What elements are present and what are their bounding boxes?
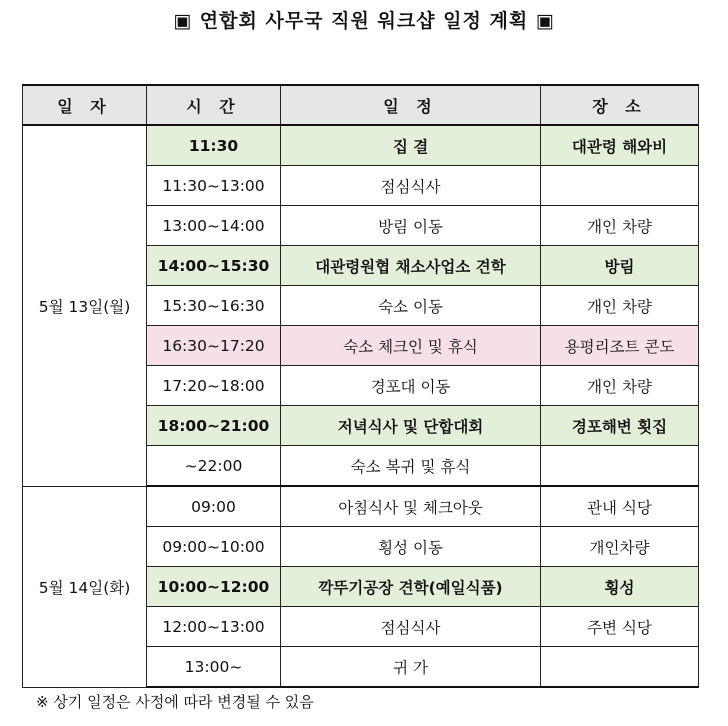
event-cell-text: 숙소 복귀 및 휴식 xyxy=(350,457,471,476)
event-cell xyxy=(281,125,541,166)
time-cell xyxy=(147,246,281,286)
event-cell xyxy=(281,366,541,406)
place-cell xyxy=(541,366,699,406)
place-cell xyxy=(541,286,699,326)
header-event: 일 정 xyxy=(281,85,541,125)
place-cell-text: 경포해변 횟집 xyxy=(571,417,668,436)
place-cell xyxy=(541,567,699,607)
time-cell-text: 11:30 xyxy=(188,136,239,155)
event-cell-text: 아침식사 및 체크아웃 xyxy=(338,498,483,517)
event-cell-text: 경포대 이동 xyxy=(370,377,451,396)
event-cell-text: 저녁식사 및 단합대회 xyxy=(337,417,484,436)
event-cell-text: 대관령원협 채소사업소 견학 xyxy=(315,257,506,276)
event-cell-text: 점심식사 xyxy=(380,618,441,637)
event-cell-text: 숙소 체크인 및 휴식 xyxy=(343,337,478,356)
date-cell: 5월 13일(월) xyxy=(23,125,147,486)
schedule-body xyxy=(23,125,699,687)
place-cell xyxy=(541,326,699,366)
event-cell xyxy=(281,567,541,607)
page-title: ▣ 연합회 사무국 직원 워크샵 일정 계획 ▣ xyxy=(173,10,555,32)
event-cell xyxy=(281,527,541,567)
footnote: ※ 상기 일정은 사정에 따라 변경될 수 있음 xyxy=(36,693,314,711)
time-cell xyxy=(147,527,281,567)
date-cell: 5월 14일(화) xyxy=(23,486,147,687)
time-cell-text: 13:00~14:00 xyxy=(162,216,265,235)
place-cell-text: 개인 차량 xyxy=(587,217,652,236)
event-cell-text: 깍뚜기공장 견학(예일식품) xyxy=(318,578,503,597)
time-cell-text: 11:30~13:00 xyxy=(162,176,265,195)
time-cell-text: 09:00~10:00 xyxy=(162,537,265,556)
time-cell-text: 10:00~12:00 xyxy=(157,577,270,596)
time-cell xyxy=(147,647,281,688)
time-cell-text: 16:30~17:20 xyxy=(162,336,265,355)
event-cell-text: 숙소 이동 xyxy=(378,297,443,316)
table-row xyxy=(23,486,699,527)
place-cell xyxy=(541,246,699,286)
place-cell-text: 용평리조트 콘도 xyxy=(564,337,675,356)
place-cell xyxy=(541,647,699,688)
time-cell xyxy=(147,166,281,206)
place-cell-text: 방림 xyxy=(604,257,635,276)
time-cell xyxy=(147,446,281,487)
place-cell-text: 대관령 해와비 xyxy=(571,137,668,156)
time-cell xyxy=(147,206,281,246)
event-cell xyxy=(281,607,541,647)
place-cell xyxy=(541,527,699,567)
place-cell-text: 횡성 xyxy=(604,578,635,597)
time-cell xyxy=(147,567,281,607)
time-cell-text: 14:00~15:30 xyxy=(157,256,270,275)
event-cell xyxy=(281,286,541,326)
event-cell xyxy=(281,647,541,688)
time-cell xyxy=(147,486,281,527)
place-cell xyxy=(541,125,699,166)
place-cell xyxy=(541,446,699,487)
time-cell xyxy=(147,125,281,166)
event-cell xyxy=(281,166,541,206)
place-cell xyxy=(541,166,699,206)
header-place: 장 소 xyxy=(541,85,699,125)
place-cell-text: 주변 식당 xyxy=(587,618,652,637)
place-cell-text: 개인 차량 xyxy=(587,377,652,396)
header-date: 일 자 xyxy=(23,85,147,125)
time-cell-text: 13:00~ xyxy=(184,657,243,676)
header-row xyxy=(23,85,699,125)
time-cell xyxy=(147,326,281,366)
place-cell-text: 관내 식당 xyxy=(587,498,652,517)
place-cell-text: 개인 차량 xyxy=(587,297,652,316)
place-cell xyxy=(541,406,699,446)
place-cell xyxy=(541,486,699,527)
time-cell xyxy=(147,366,281,406)
event-cell-text: 귀 가 xyxy=(393,658,428,677)
event-cell xyxy=(281,486,541,527)
event-cell xyxy=(281,206,541,246)
place-cell xyxy=(541,607,699,647)
time-cell-text: 12:00~13:00 xyxy=(162,617,265,636)
time-cell-text: 17:20~18:00 xyxy=(162,376,265,395)
table-row xyxy=(23,125,699,166)
time-cell-text: ~22:00 xyxy=(184,456,243,475)
time-cell xyxy=(147,607,281,647)
event-cell xyxy=(281,326,541,366)
event-cell-text: 방림 이동 xyxy=(378,217,443,236)
event-cell xyxy=(281,246,541,286)
time-cell-text: 18:00~21:00 xyxy=(157,416,270,435)
time-cell xyxy=(147,286,281,326)
event-cell xyxy=(281,406,541,446)
event-cell xyxy=(281,446,541,487)
place-cell xyxy=(541,206,699,246)
event-cell-text: 점심식사 xyxy=(380,177,441,196)
place-cell-text: 개인차량 xyxy=(589,538,650,557)
event-cell-text: 집 결 xyxy=(392,137,429,156)
schedule-table xyxy=(22,84,699,688)
header-time: 시 간 xyxy=(147,85,281,125)
time-cell xyxy=(147,406,281,446)
time-cell-text: 15:30~16:30 xyxy=(162,296,265,315)
event-cell-text: 횡성 이동 xyxy=(378,538,443,557)
time-cell-text: 09:00 xyxy=(191,497,236,516)
